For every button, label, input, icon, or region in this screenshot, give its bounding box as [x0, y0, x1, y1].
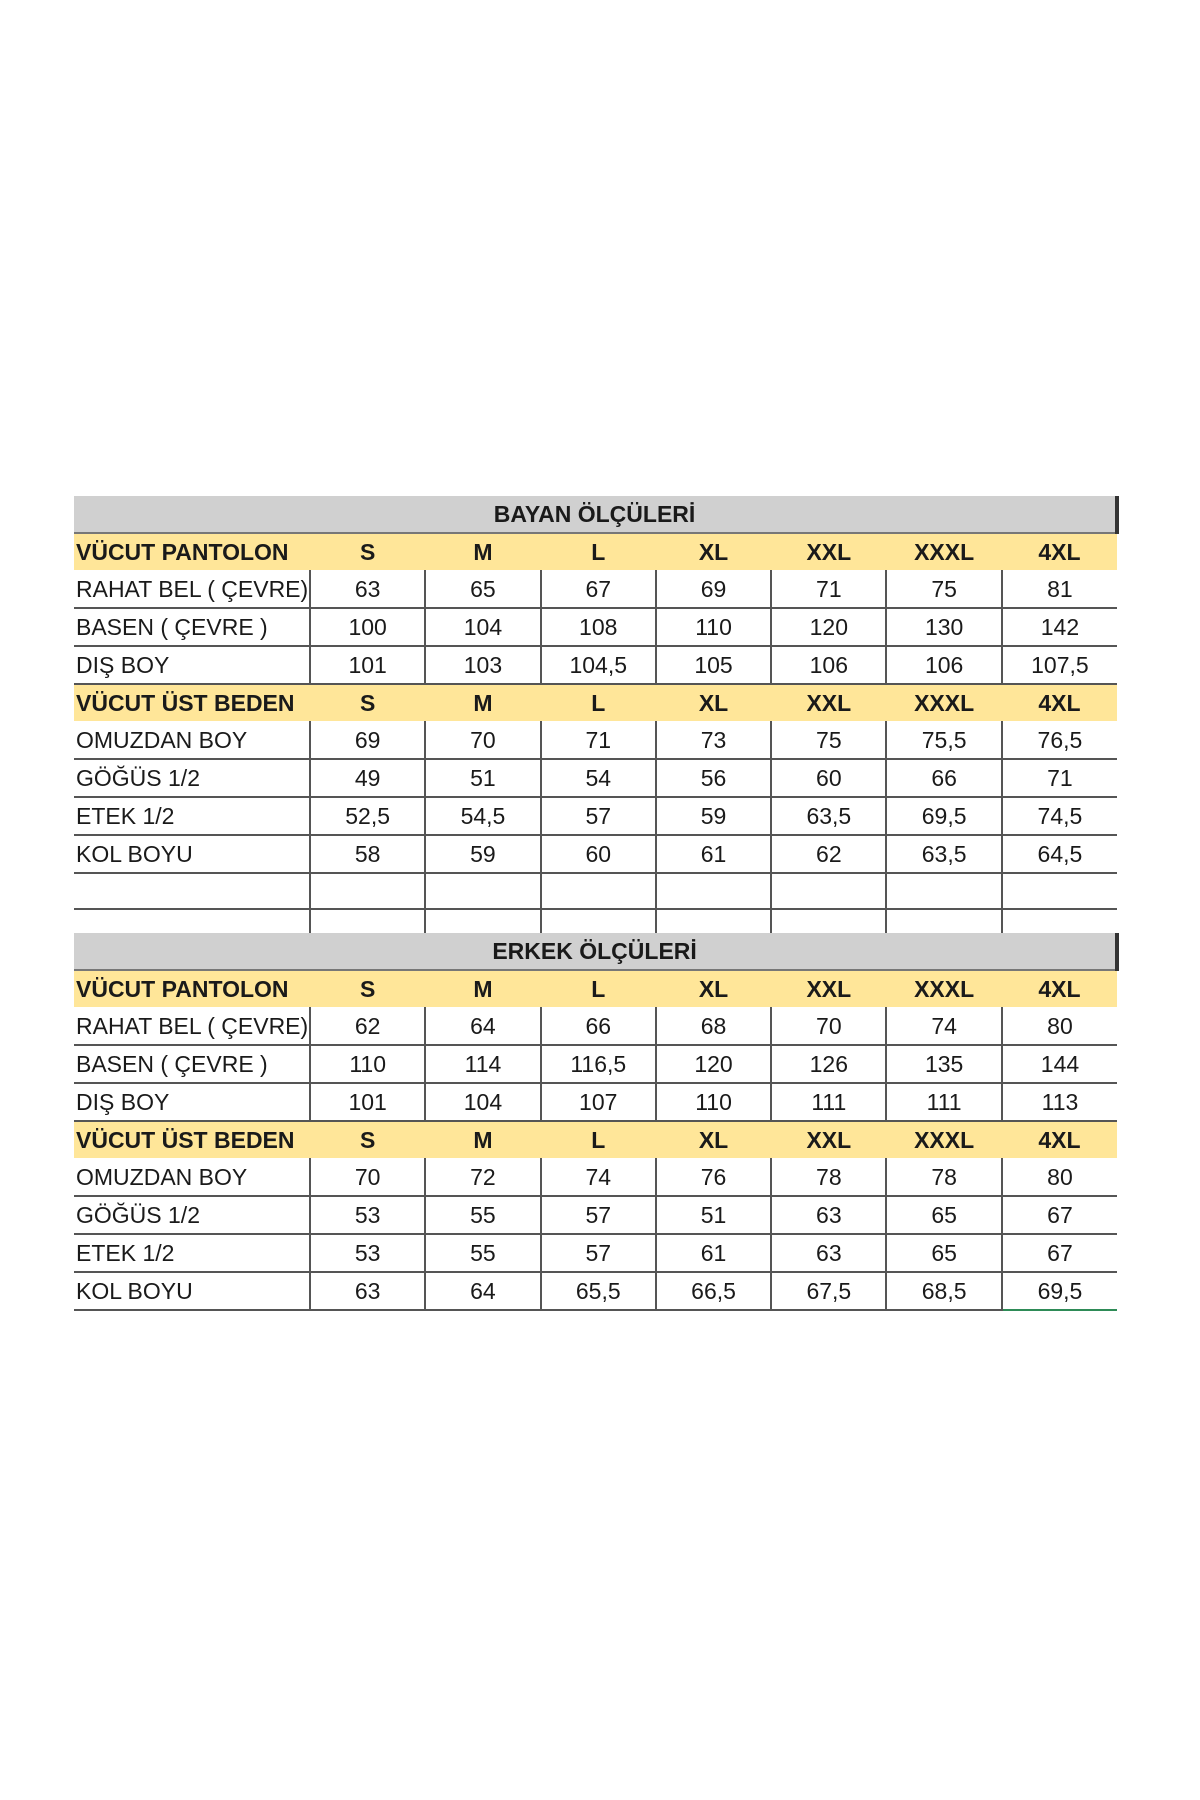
measurement-value: 64 [425, 1008, 540, 1046]
measurement-value: 59 [425, 835, 540, 873]
measurement-value: 63,5 [771, 797, 886, 835]
measurement-value: 80 [1002, 1008, 1117, 1046]
measurement-value: 142 [1002, 608, 1117, 646]
measurement-value: 67 [541, 571, 656, 609]
measurement-value: 55 [425, 1234, 540, 1272]
measurement-value: 62 [310, 1008, 425, 1046]
measurement-value: 73 [656, 722, 771, 760]
measurement-value: 70 [310, 1159, 425, 1197]
measurement-value: 76 [656, 1159, 771, 1197]
measurement-label: GÖĞÜS 1/2 [74, 759, 310, 797]
measurement-value: 71 [1002, 759, 1117, 797]
measurement-value: 70 [425, 722, 540, 760]
measurement-value: 61 [656, 835, 771, 873]
women-table-title-row [74, 496, 1117, 533]
measurement-value: 67 [1002, 1234, 1117, 1272]
size-header-cell: L [541, 533, 656, 571]
men-top-row [74, 1196, 1117, 1234]
empty-cell [74, 873, 310, 909]
empty-cell [1002, 873, 1117, 909]
measurement-value: 130 [886, 608, 1001, 646]
measurement-label: OMUZDAN BOY [74, 1159, 310, 1197]
women-size-table [74, 496, 1119, 946]
women-top-row [74, 722, 1117, 760]
measurement-value: 66 [541, 1008, 656, 1046]
size-header-cell: 4XL [1002, 970, 1117, 1008]
measurement-value: 65 [886, 1196, 1001, 1234]
measurement-value: 108 [541, 608, 656, 646]
measurement-value: 135 [886, 1045, 1001, 1083]
measurement-value: 63 [771, 1196, 886, 1234]
measurement-label: RAHAT BEL ( ÇEVRE) [74, 571, 310, 609]
measurement-value: 57 [541, 797, 656, 835]
measurement-value: 60 [541, 835, 656, 873]
size-header-cell: XXL [771, 970, 886, 1008]
measurement-value: 66 [886, 759, 1001, 797]
section-header-label: VÜCUT ÜST BEDEN [74, 1121, 310, 1159]
measurement-label: KOL BOYU [74, 1272, 310, 1310]
size-header-cell: L [541, 1121, 656, 1159]
measurement-value: 75 [886, 571, 1001, 609]
measurement-value: 104 [425, 1083, 540, 1121]
measurement-label: ETEK 1/2 [74, 1234, 310, 1272]
measurement-value: 81 [1002, 571, 1117, 609]
size-header-cell: S [310, 684, 425, 722]
size-header-cell: XXXL [886, 970, 1001, 1008]
measurement-value: 67,5 [771, 1272, 886, 1310]
measurement-label: RAHAT BEL ( ÇEVRE) [74, 1008, 310, 1046]
measurement-label: DIŞ BOY [74, 1083, 310, 1121]
measurement-value: 104,5 [541, 646, 656, 684]
measurement-value: 65 [425, 571, 540, 609]
size-header-cell: M [425, 684, 540, 722]
measurement-value: 62 [771, 835, 886, 873]
measurement-value: 65,5 [541, 1272, 656, 1310]
size-header-cell: XXL [771, 533, 886, 571]
empty-cell [425, 873, 540, 909]
measurement-label: KOL BOYU [74, 835, 310, 873]
size-header-cell: XXXL [886, 533, 1001, 571]
measurement-value: 101 [310, 646, 425, 684]
measurement-value: 69,5 [1002, 1272, 1117, 1310]
measurement-label: BASEN ( ÇEVRE ) [74, 1045, 310, 1083]
measurement-value: 53 [310, 1196, 425, 1234]
size-header-cell: XXXL [886, 1121, 1001, 1159]
size-header-cell: S [310, 533, 425, 571]
measurement-value: 69 [656, 571, 771, 609]
measurement-value: 74,5 [1002, 797, 1117, 835]
measurement-value: 60 [771, 759, 886, 797]
size-header-cell: XL [656, 1121, 771, 1159]
women-top-row [74, 835, 1117, 873]
measurement-value: 120 [656, 1045, 771, 1083]
empty-cell [656, 873, 771, 909]
measurement-value: 67 [1002, 1196, 1117, 1234]
women-pants-row [74, 608, 1117, 646]
measurement-value: 52,5 [310, 797, 425, 835]
measurement-value: 58 [310, 835, 425, 873]
measurement-value: 120 [771, 608, 886, 646]
measurement-value: 106 [771, 646, 886, 684]
size-header-cell: S [310, 1121, 425, 1159]
measurement-value: 113 [1002, 1083, 1117, 1121]
measurement-value: 107,5 [1002, 646, 1117, 684]
measurement-value: 76,5 [1002, 722, 1117, 760]
men-size-table [74, 933, 1119, 1311]
size-header-cell: 4XL [1002, 684, 1117, 722]
measurement-value: 54,5 [425, 797, 540, 835]
measurement-value: 110 [310, 1045, 425, 1083]
size-header-cell: L [541, 684, 656, 722]
section-header-label: VÜCUT PANTOLON [74, 533, 310, 571]
measurement-value: 64 [425, 1272, 540, 1310]
measurement-value: 101 [310, 1083, 425, 1121]
measurement-value: 51 [656, 1196, 771, 1234]
measurement-value: 66,5 [656, 1272, 771, 1310]
men-pants-row [74, 1045, 1117, 1083]
size-header-cell: 4XL [1002, 1121, 1117, 1159]
women-top-header-row [74, 684, 1117, 722]
measurement-value: 63,5 [886, 835, 1001, 873]
measurement-label: BASEN ( ÇEVRE ) [74, 608, 310, 646]
measurement-value: 114 [425, 1045, 540, 1083]
men-top-row [74, 1272, 1117, 1310]
men-top-row [74, 1234, 1117, 1272]
size-header-cell: M [425, 533, 540, 571]
measurement-value: 56 [656, 759, 771, 797]
measurement-value: 63 [310, 571, 425, 609]
women-top-row [74, 759, 1117, 797]
measurement-value: 110 [656, 1083, 771, 1121]
measurement-value: 111 [886, 1083, 1001, 1121]
measurement-value: 75 [771, 722, 886, 760]
size-header-cell: L [541, 970, 656, 1008]
women-pants-row [74, 571, 1117, 609]
measurement-value: 63 [310, 1272, 425, 1310]
empty-cell [771, 873, 886, 909]
women-table-title: BAYAN ÖLÇÜLERİ [74, 496, 1117, 533]
measurement-value: 59 [656, 797, 771, 835]
section-header-label: VÜCUT PANTOLON [74, 970, 310, 1008]
men-pants-header-row [74, 970, 1117, 1008]
men-pants-row [74, 1083, 1117, 1121]
measurement-value: 75,5 [886, 722, 1001, 760]
women-pants-header-row [74, 533, 1117, 571]
measurement-value: 74 [541, 1159, 656, 1197]
measurement-value: 126 [771, 1045, 886, 1083]
men-table-title-row [74, 933, 1117, 970]
size-header-cell: XXL [771, 1121, 886, 1159]
measurement-value: 80 [1002, 1159, 1117, 1197]
measurement-value: 68,5 [886, 1272, 1001, 1310]
measurement-label: ETEK 1/2 [74, 797, 310, 835]
size-header-cell: XL [656, 533, 771, 571]
measurement-value: 111 [771, 1083, 886, 1121]
measurement-value: 74 [886, 1008, 1001, 1046]
measurement-value: 116,5 [541, 1045, 656, 1083]
measurement-value: 64,5 [1002, 835, 1117, 873]
measurement-value: 57 [541, 1196, 656, 1234]
measurement-value: 57 [541, 1234, 656, 1272]
measurement-value: 71 [541, 722, 656, 760]
measurement-value: 55 [425, 1196, 540, 1234]
men-top-header-row [74, 1121, 1117, 1159]
men-top-row [74, 1159, 1117, 1197]
measurement-value: 63 [771, 1234, 886, 1272]
measurement-value: 72 [425, 1159, 540, 1197]
measurement-label: GÖĞÜS 1/2 [74, 1196, 310, 1234]
measurement-label: DIŞ BOY [74, 646, 310, 684]
women-pants-row [74, 646, 1117, 684]
measurement-value: 69 [310, 722, 425, 760]
women-top-row [74, 797, 1117, 835]
measurement-value: 103 [425, 646, 540, 684]
measurement-value: 70 [771, 1008, 886, 1046]
size-header-cell: XXXL [886, 684, 1001, 722]
measurement-value: 144 [1002, 1045, 1117, 1083]
men-pants-row [74, 1008, 1117, 1046]
size-header-cell: XL [656, 970, 771, 1008]
size-header-cell: M [425, 970, 540, 1008]
measurement-value: 54 [541, 759, 656, 797]
measurement-value: 51 [425, 759, 540, 797]
size-header-cell: XL [656, 684, 771, 722]
measurement-value: 105 [656, 646, 771, 684]
women-blank-row [74, 873, 1117, 909]
measurement-value: 69,5 [886, 797, 1001, 835]
measurement-value: 71 [771, 571, 886, 609]
empty-cell [541, 873, 656, 909]
measurement-value: 65 [886, 1234, 1001, 1272]
size-header-cell: XXL [771, 684, 886, 722]
measurement-value: 49 [310, 759, 425, 797]
men-table-title: ERKEK ÖLÇÜLERİ [74, 933, 1117, 970]
measurement-value: 110 [656, 608, 771, 646]
empty-cell [886, 873, 1001, 909]
empty-cell [310, 873, 425, 909]
measurement-value: 53 [310, 1234, 425, 1272]
size-header-cell: S [310, 970, 425, 1008]
measurement-value: 68 [656, 1008, 771, 1046]
measurement-value: 100 [310, 608, 425, 646]
section-header-label: VÜCUT ÜST BEDEN [74, 684, 310, 722]
size-header-cell: M [425, 1121, 540, 1159]
measurement-value: 78 [886, 1159, 1001, 1197]
measurement-value: 106 [886, 646, 1001, 684]
measurement-value: 78 [771, 1159, 886, 1197]
measurement-value: 104 [425, 608, 540, 646]
measurement-value: 61 [656, 1234, 771, 1272]
measurement-value: 107 [541, 1083, 656, 1121]
measurement-label: OMUZDAN BOY [74, 722, 310, 760]
size-header-cell: 4XL [1002, 533, 1117, 571]
